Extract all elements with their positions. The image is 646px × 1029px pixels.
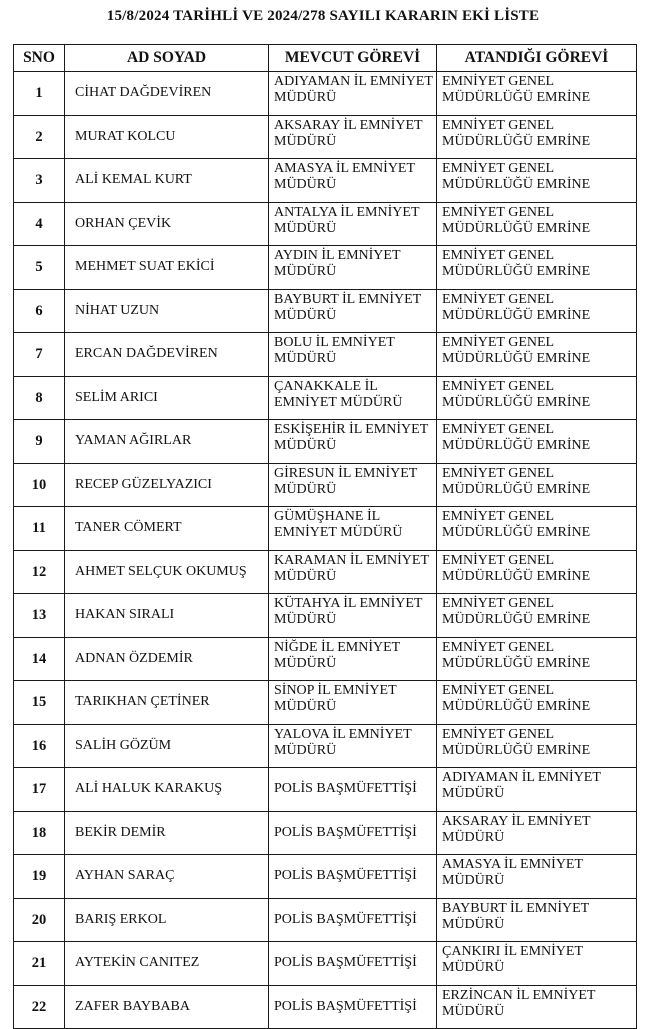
row-assigned-position: EMNİYET GENEL MÜDÜRLÜĞÜ EMRİNE [437, 246, 637, 290]
row-assigned-position: EMNİYET GENEL MÜDÜRLÜĞÜ EMRİNE [437, 724, 637, 768]
table-row [14, 855, 637, 899]
table-row [14, 246, 637, 290]
row-assigned-position: EMNİYET GENEL MÜDÜRLÜĞÜ EMRİNE [437, 507, 637, 551]
row-current-position: SİNOP İL EMNİYET MÜDÜRÜ [269, 681, 437, 725]
table-row [14, 985, 637, 1029]
row-current-position: KARAMAN İL EMNİYET MÜDÜRÜ [269, 550, 437, 594]
row-name: ALİ KEMAL KURT [65, 159, 269, 203]
row-current-position: POLİS BAŞMÜFETTİŞİ [269, 768, 437, 812]
table-row [14, 594, 637, 638]
row-current-position: ÇANAKKALE İL EMNİYET MÜDÜRÜ [269, 376, 437, 420]
table-row [14, 115, 637, 159]
row-current-position: AYDIN İL EMNİYET MÜDÜRÜ [269, 246, 437, 290]
row-current-position: YALOVA İL EMNİYET MÜDÜRÜ [269, 724, 437, 768]
row-assigned-position: ERZİNCAN İL EMNİYET MÜDÜRÜ [437, 985, 637, 1029]
row-name: RECEP GÜZELYAZICI [65, 463, 269, 507]
row-name: TANER CÖMERT [65, 507, 269, 551]
row-current-position: BAYBURT İL EMNİYET MÜDÜRÜ [269, 289, 437, 333]
row-assigned-position: EMNİYET GENEL MÜDÜRLÜĞÜ EMRİNE [437, 550, 637, 594]
row-name: NİHAT UZUN [65, 289, 269, 333]
table-row [14, 159, 637, 203]
row-name: ORHAN ÇEVİK [65, 202, 269, 246]
row-name: BARIŞ ERKOL [65, 898, 269, 942]
table-row [14, 942, 637, 986]
row-sno: 10 [14, 463, 65, 507]
row-name: SELİM ARICI [65, 376, 269, 420]
row-name: ERCAN DAĞDEVİREN [65, 333, 269, 377]
row-sno: 5 [14, 246, 65, 290]
row-current-position: AMASYA İL EMNİYET MÜDÜRÜ [269, 159, 437, 203]
table-row [14, 376, 637, 420]
row-sno: 3 [14, 159, 65, 203]
row-current-position: GİRESUN İL EMNİYET MÜDÜRÜ [269, 463, 437, 507]
header-sno: SNO [14, 45, 65, 72]
row-sno: 2 [14, 115, 65, 159]
row-current-position: NİĞDE İL EMNİYET MÜDÜRÜ [269, 637, 437, 681]
row-sno: 11 [14, 507, 65, 551]
row-name: MEHMET SUAT EKİCİ [65, 246, 269, 290]
row-assigned-position: EMNİYET GENEL MÜDÜRLÜĞÜ EMRİNE [437, 594, 637, 638]
row-current-position: AKSARAY İL EMNİYET MÜDÜRÜ [269, 115, 437, 159]
table-row [14, 420, 637, 464]
row-assigned-position: EMNİYET GENEL MÜDÜRLÜĞÜ EMRİNE [437, 115, 637, 159]
row-assigned-position: EMNİYET GENEL MÜDÜRLÜĞÜ EMRİNE [437, 420, 637, 464]
row-assigned-position: EMNİYET GENEL MÜDÜRLÜĞÜ EMRİNE [437, 72, 637, 116]
row-sno: 15 [14, 681, 65, 725]
row-assigned-position: AKSARAY İL EMNİYET MÜDÜRÜ [437, 811, 637, 855]
row-sno: 8 [14, 376, 65, 420]
table-row [14, 289, 637, 333]
row-sno: 21 [14, 942, 65, 986]
table-row [14, 550, 637, 594]
row-current-position: POLİS BAŞMÜFETTİŞİ [269, 985, 437, 1029]
row-current-position: BOLU İL EMNİYET MÜDÜRÜ [269, 333, 437, 377]
row-assigned-position: EMNİYET GENEL MÜDÜRLÜĞÜ EMRİNE [437, 202, 637, 246]
table-row [14, 681, 637, 725]
row-name: SALİH GÖZÜM [65, 724, 269, 768]
table-row [14, 724, 637, 768]
row-sno: 7 [14, 333, 65, 377]
row-name: MURAT KOLCU [65, 115, 269, 159]
row-name: AYHAN SARAÇ [65, 855, 269, 899]
row-assigned-position: EMNİYET GENEL MÜDÜRLÜĞÜ EMRİNE [437, 376, 637, 420]
row-name: AHMET SELÇUK OKUMUŞ [65, 550, 269, 594]
row-sno: 17 [14, 768, 65, 812]
row-sno: 22 [14, 985, 65, 1029]
row-current-position: GÜMÜŞHANE İL EMNİYET MÜDÜRÜ [269, 507, 437, 551]
table-row [14, 811, 637, 855]
row-assigned-position: EMNİYET GENEL MÜDÜRLÜĞÜ EMRİNE [437, 463, 637, 507]
row-current-position: POLİS BAŞMÜFETTİŞİ [269, 898, 437, 942]
row-name: ADNAN ÖZDEMİR [65, 637, 269, 681]
row-current-position: POLİS BAŞMÜFETTİŞİ [269, 855, 437, 899]
row-sno: 4 [14, 202, 65, 246]
header-name: AD SOYAD [65, 45, 269, 72]
row-assigned-position: AMASYA İL EMNİYET MÜDÜRÜ [437, 855, 637, 899]
row-sno: 6 [14, 289, 65, 333]
row-assigned-position: ADIYAMAN İL EMNİYET MÜDÜRÜ [437, 768, 637, 812]
row-name: AYTEKİN CANITEZ [65, 942, 269, 986]
row-current-position: POLİS BAŞMÜFETTİŞİ [269, 942, 437, 986]
row-name: BEKİR DEMİR [65, 811, 269, 855]
row-current-position: POLİS BAŞMÜFETTİŞİ [269, 811, 437, 855]
row-sno: 16 [14, 724, 65, 768]
row-assigned-position: EMNİYET GENEL MÜDÜRLÜĞÜ EMRİNE [437, 333, 637, 377]
appointment-table [13, 44, 637, 1029]
table-row [14, 72, 637, 116]
header-assigned-position: ATANDIĞI GÖREVİ [437, 45, 637, 72]
row-name: TARIKHAN ÇETİNER [65, 681, 269, 725]
row-name: ALİ HALUK KARAKUŞ [65, 768, 269, 812]
document-title: 15/8/2024 TARİHLİ VE 2024/278 SAYILI KARARIN EKİ LİSTE [106, 8, 540, 24]
row-current-position: ESKİŞEHİR İL EMNİYET MÜDÜRÜ [269, 420, 437, 464]
row-assigned-position: BAYBURT İL EMNİYET MÜDÜRÜ [437, 898, 637, 942]
row-sno: 18 [14, 811, 65, 855]
row-assigned-position: ÇANKIRI İL EMNİYET MÜDÜRÜ [437, 942, 637, 986]
row-assigned-position: EMNİYET GENEL MÜDÜRLÜĞÜ EMRİNE [437, 681, 637, 725]
table-header-row [14, 45, 637, 72]
row-name: ZAFER BAYBABA [65, 985, 269, 1029]
table-row [14, 898, 637, 942]
row-assigned-position: EMNİYET GENEL MÜDÜRLÜĞÜ EMRİNE [437, 637, 637, 681]
table-row [14, 333, 637, 377]
row-sno: 20 [14, 898, 65, 942]
row-assigned-position: EMNİYET GENEL MÜDÜRLÜĞÜ EMRİNE [437, 289, 637, 333]
table-row [14, 507, 637, 551]
table-row [14, 637, 637, 681]
row-sno: 19 [14, 855, 65, 899]
row-current-position: ADIYAMAN İL EMNİYET MÜDÜRÜ [269, 72, 437, 116]
row-sno: 12 [14, 550, 65, 594]
table-row [14, 202, 637, 246]
row-name: HAKAN SIRALI [65, 594, 269, 638]
header-current-position: MEVCUT GÖREVİ [269, 45, 437, 72]
table-row [14, 768, 637, 812]
row-current-position: KÜTAHYA İL EMNİYET MÜDÜRÜ [269, 594, 437, 638]
row-sno: 9 [14, 420, 65, 464]
table-row [14, 463, 637, 507]
row-assigned-position: EMNİYET GENEL MÜDÜRLÜĞÜ EMRİNE [437, 159, 637, 203]
row-sno: 1 [14, 72, 65, 116]
row-current-position: ANTALYA İL EMNİYET MÜDÜRÜ [269, 202, 437, 246]
row-name: YAMAN AĞIRLAR [65, 420, 269, 464]
row-name: CİHAT DAĞDEVİREN [65, 72, 269, 116]
row-sno: 14 [14, 637, 65, 681]
row-sno: 13 [14, 594, 65, 638]
